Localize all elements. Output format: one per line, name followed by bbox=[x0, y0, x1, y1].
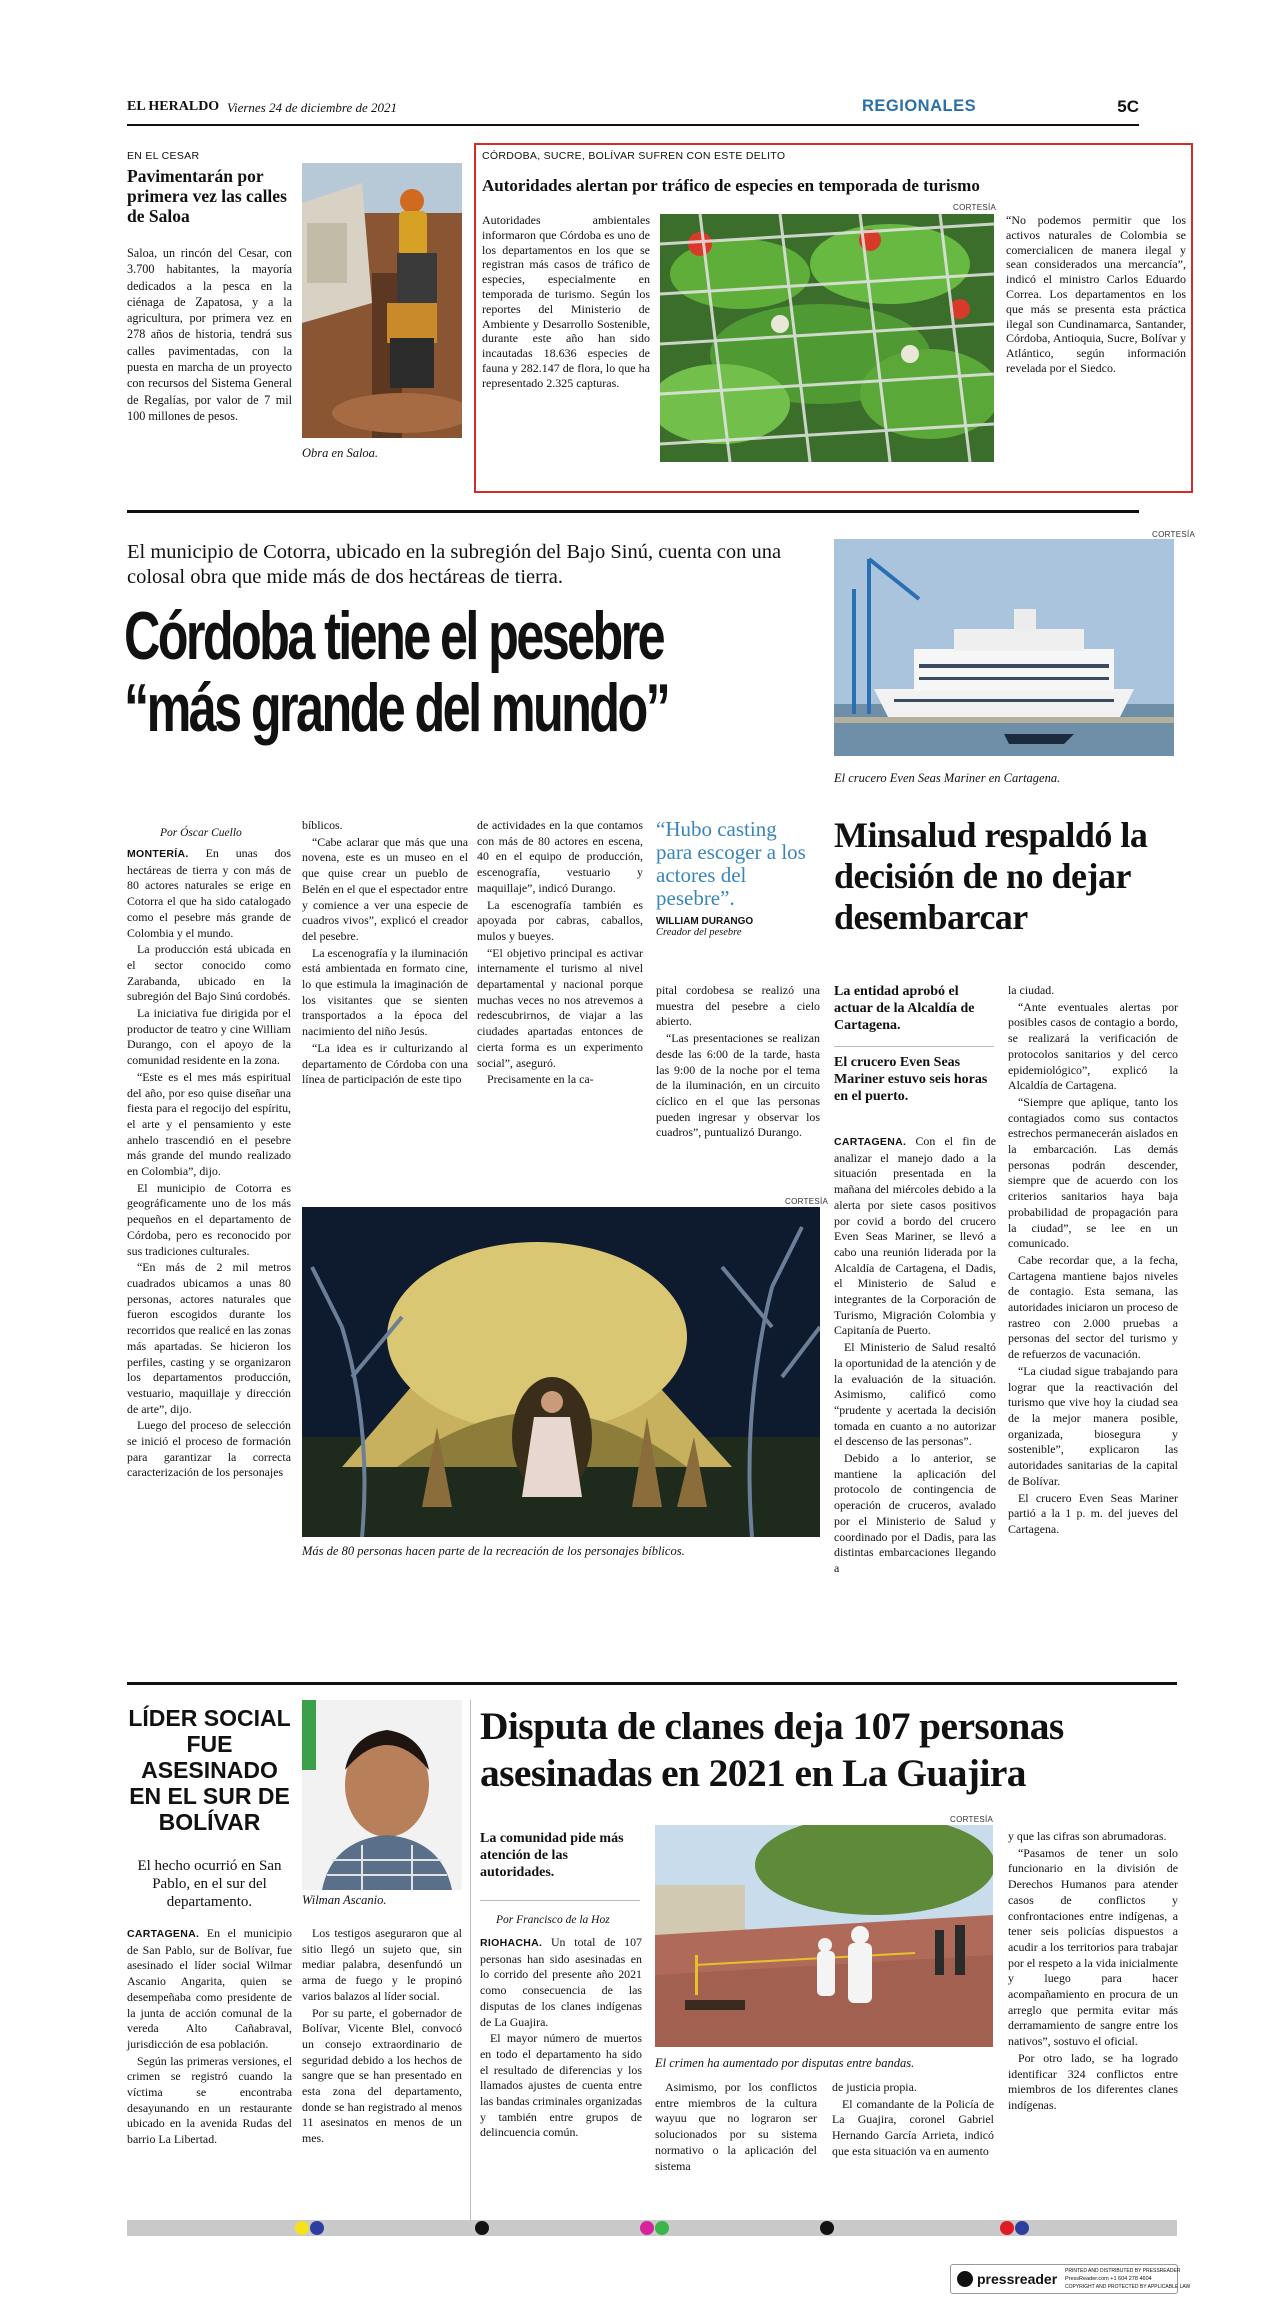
pesebre-c2-p3: La escenografía y la iluminación está ambientada en formato cine, lo que estimula la imaginación de los visitantes que se sienten transportados a la época del nacimiento del niño Jesús. bbox=[302, 945, 468, 1039]
registration-dot bbox=[1000, 2221, 1014, 2235]
pesebre-c4-p2: “Las presentaciones se realizan desde las 6:00 de la tarde, hasta las 9:00 de la noche por el tema de la iluminación, en un circuito cíclico en el que las personas pueden ingresar y observar los cuadros”, puntualizó Durango. bbox=[656, 1031, 820, 1140]
registration-dot bbox=[640, 2221, 654, 2235]
species-body-left bbox=[482, 213, 650, 392]
registration-dot bbox=[655, 2221, 669, 2235]
paving-worker-image bbox=[302, 163, 462, 438]
guajira-photo bbox=[655, 1825, 993, 2047]
pesebre-c1-p4: “Este es el mes más espiritual del año, por eso quise diseñar una fiesta para el regocijo del espíritu, el arte y el pensamiento y este anhelo trascendió en el pesebre más grande del mundo realizado en Colombia”, dijo. bbox=[127, 1069, 291, 1179]
lider-deck: El hecho ocurrió en San Pablo, en el sur del departamento. bbox=[137, 1858, 282, 1910]
guajira-photo-credit: CORTESÍA bbox=[950, 1815, 994, 1824]
pesebre-col1 bbox=[127, 846, 291, 1482]
lider-city: CARTAGENA. bbox=[127, 1928, 200, 1940]
cesar-kicker: EN EL CESAR bbox=[127, 150, 200, 162]
minsalud-city: CARTAGENA. bbox=[834, 1136, 907, 1148]
portrait-image bbox=[302, 1700, 462, 1890]
guajira-c1-p2: El mayor número de muertos en todo el departamento ha sido el resultado de diferencias y los llamados ajustes de cuenta entre las bandas criminales organizadas y también entre grupos de delincuencia común. bbox=[480, 2031, 642, 2140]
species-body-right bbox=[1006, 213, 1186, 377]
pressreader-fine3: COPYRIGHT AND PROTECTED BY APPLICABLE LAW bbox=[1065, 2284, 1191, 2290]
guajira-sub: La comunidad pide más atención de las autoridades. bbox=[480, 1831, 624, 1880]
guajira-c4-p1: y que las cifras son abrumadoras. bbox=[1008, 1829, 1167, 1843]
minsalud-c2-p5: “La ciudad sigue trabajando para lograr que la reactivación del turismo que vive hoy la ciudad sea de la mejor manera posible, organizada, biosegura y sostenible”, explicaron las autoridades sanitarias de la capital de Bolívar. bbox=[1008, 1363, 1178, 1488]
caged-parrots-image bbox=[660, 214, 994, 462]
guajira-col2 bbox=[655, 2080, 817, 2175]
guajira-title: Disputa de clanes deja 107 personas asesinadas en 2021 en La Guajira bbox=[480, 1704, 1064, 1795]
parrots-photo bbox=[660, 214, 994, 462]
guajira-c2-p1: Asimismo, por los conflictos entre miembros de la cultura wayuu que no lograron ser solucionados por su sistema normativo o la aplicación del sistema bbox=[655, 2080, 817, 2173]
masthead bbox=[127, 97, 1139, 119]
pesebre-caption: Más de 80 personas hacen parte de la recreación de los personajes bíblicos. bbox=[302, 1544, 685, 1558]
pesebre-c1-p1: En unas dos hectáreas de tierra y con más de 80 actores naturales se erige en Cotorra el que ha sido catalogado como el pesebre más grande de Colombia y el mundo. bbox=[127, 846, 291, 940]
saloa-photo bbox=[302, 163, 462, 438]
section-rule-2 bbox=[127, 1682, 1177, 1685]
guajira-byline: Por Francisco de la Hoz bbox=[496, 1914, 610, 1926]
guajira-city: RIOHACHA. bbox=[480, 1937, 543, 1949]
minsalud-sub2: El crucero Even Seas Mariner estuvo seis horas en el puerto. bbox=[834, 1055, 988, 1104]
pressreader-badge[interactable] bbox=[950, 2264, 1191, 2294]
guajira-c1-p1: Un total de 107 personas han sido asesinadas en lo corrido del presente año 2021 como consecuencia de las disputas de los clanes indígenas de La Guajira. bbox=[480, 1935, 642, 2029]
lider-c1-p1: En el municipio de San Pablo, sur de Bolívar, fue asesinado el líder social Wilmar Ascanio Angarita, quien se desempeñaba como presidente de la junta de acción comunal de la vereda Alto Cañabraval, jurisdicción de esa población. bbox=[127, 1926, 292, 2051]
lider-title: LÍDER SOCIAL FUE ASESINADO EN EL SUR DE BOLÍVAR bbox=[128, 1705, 291, 1835]
species-paragraph-left: Autoridades ambientales informaron que Córdoba es uno de los departamentos en los que se registran más casos de tráfico de especies, especialmente en temporada de turismo. Según los reportes del Ministerio de Ambiente y Desarrollo Sostenible, durante este año han sido incautadas 18.636 especies de fauna y 282.147 de flora, lo que ha representado 2.325 capturas. bbox=[482, 213, 650, 390]
pesebre-c2-p2: “Cabe aclarar que más que una novena, este es un museo en el que quise crear un pueblo de Belén en el que el espectador entre y comience a ver una especie de cuadros vivos”, explicó el creador del pesebre. bbox=[302, 834, 468, 943]
ship-photo bbox=[834, 539, 1174, 756]
pesebre-col2 bbox=[302, 818, 468, 1089]
species-paragraph-right: “No podemos permitir que los activos naturales de Colombia se comercialicen de manera ilegal y sean considerados una mercancía”, indicó el ministro Carlos Eduardo Correa. Los departamentos en los que más se presenta esta práctica ilegal son Cundinamarca, Santander, Córdoba, Antioquia, Sucre, Bolívar y Atlántico, según información revelada por el Siedco. bbox=[1006, 213, 1186, 375]
guajira-col4 bbox=[1008, 1829, 1178, 2115]
minsalud-c2-p3: “Siempre que aplique, tanto los contagiados como sus contactos estrechos permanecerán aislados en la embarcación. Las demás personas podrán descender, siempre que de acuerdo con los criterios sanitarios haya baja probabilidad de propagación para la ciudad”, se lee en un comunicado. bbox=[1008, 1094, 1178, 1251]
pesebre-c1-p5: El municipio de Cotorra es geográficamente uno de los más pequeños en el departamento de Córdoba, pero es reconocido por sus tradiciones culturales. bbox=[127, 1180, 291, 1258]
pesebre-title-line2: “más grande del mundo” bbox=[124, 670, 669, 746]
cruise-ship-image bbox=[834, 539, 1174, 756]
cesar-body bbox=[127, 245, 292, 425]
registration-dot bbox=[310, 2221, 324, 2235]
pesebre-c2-p4: “La idea es ir culturizando al departamento de Córdoba con una línea de participación de este tipo bbox=[302, 1040, 468, 1087]
ship-photo-credit: CORTESÍA bbox=[1152, 530, 1196, 539]
minsalud-sub-rule bbox=[834, 1046, 994, 1047]
minsalud-c2-p6: El crucero Even Seas Mariner partió a la 1 p. m. del jueves del Cartagena. bbox=[1008, 1490, 1178, 1536]
pullquote-text: “Hubo casting para escoger a los actores del pesebre”. bbox=[656, 817, 806, 910]
pressreader-brand: pressreader bbox=[977, 2271, 1058, 2287]
pesebre-col3 bbox=[477, 818, 643, 1089]
pesebre-col4 bbox=[656, 983, 820, 1142]
nativity-tent-image bbox=[302, 1207, 820, 1537]
page-number: 5C bbox=[1117, 97, 1139, 116]
pesebre-c1-p7: Luego del proceso de selección se inició el proceso de formación para garantizar la correcta caracterización de los personajes bbox=[127, 1418, 291, 1480]
pesebre-title-line1: Córdoba tiene el pesebre bbox=[124, 598, 664, 674]
issue-date: Viernes 24 de diciembre de 2021 bbox=[227, 100, 398, 115]
pesebre-photo-credit: CORTESÍA bbox=[785, 1197, 829, 1206]
pesebre-c3-p4: Precisamente en la ca- bbox=[487, 1072, 594, 1087]
section-rule-1 bbox=[127, 510, 1139, 513]
ship-caption: El crucero Even Seas Mariner en Cartagena. bbox=[834, 771, 1061, 785]
guajira-col1 bbox=[480, 1935, 642, 2142]
guajira-c3-p2: El comandante de la Policía de La Guajira, coronel Gabriel Hernando García Arrieta, indicó que esta situación va en aumento bbox=[832, 2096, 994, 2158]
minsalud-sub1: La entidad aprobó el actuar de la Alcaldía de Cartagena. bbox=[834, 984, 975, 1033]
pesebre-pullquote bbox=[656, 818, 816, 938]
pesebre-c1-p6: “En más de 2 mil metros cuadrados ubicamos a unas 80 personas, actores naturales que fueron escogidos durante los recorridos que realicé en las zonas más apartadas. Se hicieron los perfiles, casting y se organizaron los departamentos producción, vestuario, maquillaje y dirección de arte”, dijo. bbox=[127, 1260, 291, 1416]
registration-dot bbox=[295, 2221, 309, 2235]
minsalud-c1-p1: Con el fin de analizar el manejo dado a la situación presentada en la mañana del miércoles debido a la alerta por siete casos positivos por covid a bordo del crucero Even Seas Mariner, se llevó a cabo una reunión liderada por la Alcaldía de Cartagena, el Dadis, el Ministerio de Salud e integrantes de la Corporación de Turismo, Migración Colombia y Capitanía de Puerto. bbox=[834, 1134, 996, 1338]
registration-dot bbox=[1015, 2221, 1029, 2235]
pesebre-c1-p3: La iniciativa fue dirigida por el productor de teatro y cine William Durango, con el apoyo de la comunidad residente en la zona. bbox=[127, 1006, 291, 1068]
column-divider bbox=[470, 1700, 471, 2220]
lider-c1-p2: Según las primeras versiones, el crimen se registró cuando la víctima se encontraba desayunando en un restaurante ubicado en la avenida Rudas del barrio La Libertad. bbox=[127, 2053, 292, 2147]
species-kicker: CÓRDOBA, SUCRE, BOLÍVAR SUFREN CON ESTE DELITO bbox=[482, 150, 786, 162]
crime-scene-image bbox=[655, 1825, 993, 2047]
pesebre-title bbox=[124, 598, 669, 746]
lider-c2-p2: Por su parte, el gobernador de Bolívar, Vicente Blel, convocó un consejo extraordinario de seguridad debido a los hechos de sangre que se han presentado en esta zona del departamento, donde se han registrado al menos 11 asesinatos en menos de un mes. bbox=[302, 2005, 462, 2146]
pullquote-name: WILLIAM DURANGO bbox=[656, 916, 754, 927]
guajira-col3 bbox=[832, 2080, 994, 2161]
registration-dot bbox=[475, 2221, 489, 2235]
pesebre-byline: Por Óscar Cuello bbox=[160, 827, 242, 839]
species-title: Autoridades alertan por tráfico de especies en temporada de turismo bbox=[482, 176, 980, 195]
saloa-caption: Obra en Saloa. bbox=[302, 446, 379, 460]
cesar-paragraph: Saloa, un rincón del Cesar, con 3.700 habitantes, la mayoría dedicados a la pesca en la ciénaga de Zapatosa, y a la agricultura, por primera vez en 278 años de historia, tendrá sus calles pavimentadas, con la puesta en marcha de un proyecto con recursos del Sistema General de Regalías, por valor de 7 mil 100 millones de pesos. bbox=[127, 246, 292, 423]
guajira-c4-p2: “Pasamos de tener un solo funcionario en la división de Derechos Humanos para atender casos de conflictos y confrontaciones entre indígenas, a tener seis policías dispuestos a acudir a los territorios para trabajar por el respeto a la vida inicialmente y luego para hacer acompañamiento en procura de un arreglo que permita evitar más derramamiento de sangre entre los nativos”, sostuvo el oficial. bbox=[1008, 1845, 1178, 2049]
wilman-photo bbox=[302, 1700, 462, 1890]
paper-name: EL HERALDO bbox=[127, 99, 220, 114]
guajira-c4-p3: Por otro lado, se ha logrado identificar 324 conflictos entre miembros de los diferentes clanes indígenas. bbox=[1008, 2050, 1178, 2112]
pesebre-deck: El municipio de Cotorra, ubicado en la subregión del Bajo Sinú, cuenta con una colosal obra que mide más de dos hectáreas de tierra. bbox=[127, 541, 782, 588]
pressreader-fine1: PRINTED AND DISTRIBUTED BY PRESSREADER bbox=[1065, 2268, 1181, 2274]
wilman-caption: Wilman Ascanio. bbox=[302, 1893, 387, 1907]
minsalud-c1-p3: Debido a lo anterior, se mantiene la aplicación del protocolo de contingencia de operación de cruceros, avalado por el Ministerio de Salud y coordinado por el Dadis, para las distintas embarcaciones llegando a bbox=[834, 1451, 996, 1575]
registration-dot bbox=[820, 2221, 834, 2235]
minsalud-col1 bbox=[834, 1134, 996, 1578]
guajira-c3-p1: de justicia propia. bbox=[832, 2080, 917, 2094]
minsalud-c1-p2: El Ministerio de Salud resaltó la oportunidad de la atención y de la evaluación de la situación. Asimismo, calificó como “prudente y acertada la decisión tomada en cuanto a no autorizar el descenso de las personas”. bbox=[834, 1340, 996, 1449]
pesebre-c1-p2: La producción está ubicada en el sector conocido como Zarabanda, ubicado en la subregión del Bajo Sinú cordobés. bbox=[127, 942, 291, 1004]
pesebre-city: MONTERÍA. bbox=[127, 848, 189, 860]
header-rule bbox=[127, 124, 1139, 126]
minsalud-col2 bbox=[1008, 983, 1178, 1539]
species-credit: CORTESÍA bbox=[953, 203, 997, 212]
lider-c2-p1: Los testigos aseguraron que al sitio llegó un sujeto que, sin mediar palabra, desenfundó un arma de fuego y le propinó varios balazos al líder social. bbox=[302, 1926, 462, 2003]
lider-col2 bbox=[302, 1926, 462, 2148]
pressreader-logo-icon bbox=[957, 2271, 973, 2287]
guajira-sub-rule bbox=[480, 1900, 640, 1901]
cesar-title: Pavimentarán por primera vez las calles de Saloa bbox=[127, 166, 287, 226]
minsalud-c2-p2: “Ante eventuales alertas por posibles casos de contagio a bordo, se realizará la verificación de protocolos sanitarios y del cerco epidemiológico”, explicó la Alcaldía de Cartagena. bbox=[1008, 999, 1178, 1093]
guajira-caption: El crimen ha aumentado por disputas entre bandas. bbox=[655, 2056, 915, 2070]
section-name: REGIONALES bbox=[862, 97, 977, 115]
pesebre-c3-p3: “El objetivo principal es activar internamente el turismo al nivel departamental y nacional porque muchas veces no nos atrevemos a redescubrirnos, de viajar a las ciudades apartadas entonces de cierta forma es un experimento social”, aseguró. bbox=[477, 945, 643, 1070]
pesebre-c4-p1: pital cordobesa se realizó una muestra del pesebre a cielo abierto. bbox=[656, 983, 820, 1029]
pullquote-role: Creador del pesebre bbox=[656, 927, 742, 938]
pesebre-c3-p2: La escenografía también es apoyada por cabras, caballos, mulos y bueyes. bbox=[477, 897, 643, 943]
lider-col1 bbox=[127, 1926, 292, 2149]
pressreader-fine2: PressReader.com +1 604 278 4604 bbox=[1065, 2276, 1152, 2282]
pesebre-photo bbox=[302, 1207, 820, 1537]
pesebre-c3-p1: de actividades en la que contamos con más de 80 actores en escena, 40 en el equipo de producción, escenografía, vestuario y maquillaje”, indicó Durango. bbox=[477, 818, 643, 895]
minsalud-title: Minsalud respaldó la decisión de no dejar desembarcar bbox=[834, 815, 1148, 937]
pesebre-c2-p1: bíblicos. bbox=[302, 818, 343, 832]
minsalud-c2-p1: la ciudad. bbox=[1008, 983, 1055, 997]
minsalud-c2-p4: Cabe recordar que, a la fecha, Cartagena mantiene bajos niveles de contagio. Esta semana, las autoridades iniciaron un proceso de rastreo con 2.000 pruebas a personas del sector del turismo y de refuerzos de vacunación. bbox=[1008, 1252, 1178, 1362]
